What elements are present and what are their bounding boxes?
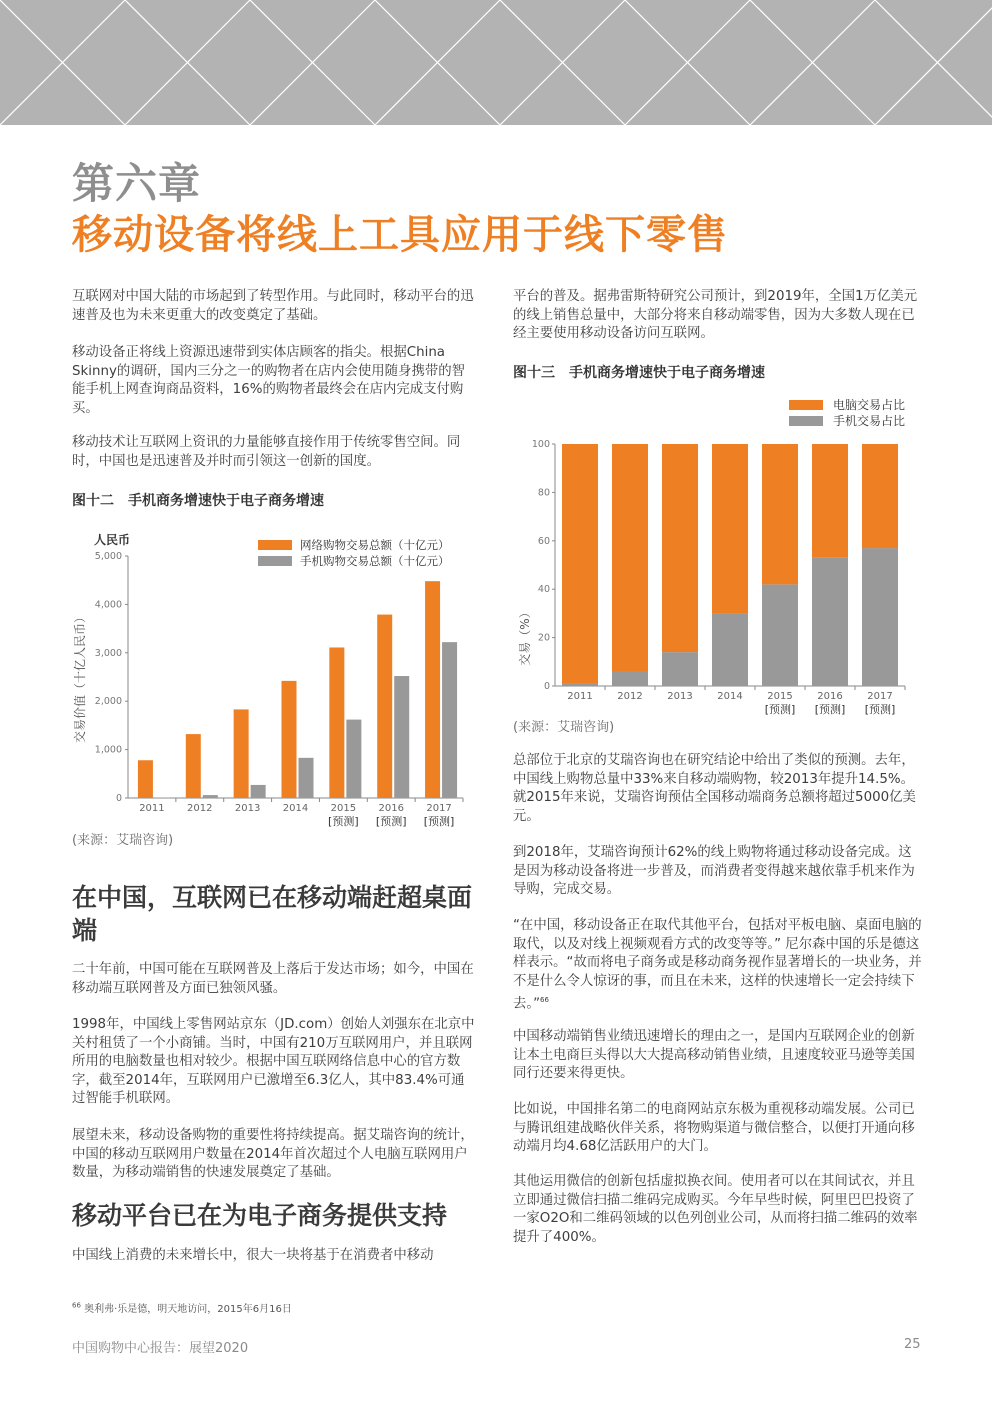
x-tick-label: 2015 — [767, 691, 793, 702]
bar-mobile-2012 — [203, 795, 218, 798]
bar-mobile-2016 — [394, 676, 409, 798]
y-tick-label: 0 — [115, 793, 122, 804]
paragraph: 移动设备正将线上资源迅速带到实体店顾客的指尖。根据China Skinny的调研，国内三分之一的购物者在店内会使用随身携带的智能手机上网查询商品资料，16%的购物者最终会在店内完成支付购买。 — [72, 345, 466, 416]
section-heading: 移动平台已在为电子商务提供支持 — [72, 1201, 448, 1230]
paragraph: 中国移动端销售业绩迅速增长的理由之一，是国内互联网企业的创新让本土电商巨头得以大大提高移动销售业绩，且速度较亚马逊等美国同行还要来得更快。 — [513, 1029, 915, 1081]
legend-label: 手机交易占比 — [833, 414, 906, 428]
paragraph — [513, 917, 923, 1014]
x-tick-label: 2014 — [717, 691, 743, 702]
bar-online-2017 — [425, 581, 440, 798]
y-tick-label: 4,000 — [94, 599, 122, 611]
x-tick-label: 2012 — [617, 691, 643, 702]
footnote-ref: 66 — [540, 996, 549, 1004]
y-tick-label: 20 — [537, 632, 550, 644]
legend-swatch — [789, 400, 823, 410]
x-tick-label: 2016 — [817, 691, 843, 702]
bar-mobile-2015 — [762, 584, 798, 686]
footer-report-title: 中国购物中心报告：展望2020 — [72, 1341, 249, 1356]
forecast-label: [预测] — [764, 703, 796, 716]
x-tick-label: 2011 — [567, 691, 593, 702]
bar-pc-2013 — [662, 444, 698, 652]
x-tick-label: 2013 — [234, 803, 261, 814]
x-tick-label: 2011 — [139, 803, 165, 814]
paragraph: 1998年，中国线上零售网站京东（JD.com）创始人刘强东在北京中关村租赁了一个小商铺。当时，中国有210万互联网用户，并且联网所用的电脑数量也相对较少。根据中国互联网络信息中心的官方数字，截至2014年，互联网用户已激增至6.3亿人，其中83.4%可通过智能手机联网。 — [72, 1017, 475, 1106]
paragraph: 比如说，中国排名第二的电商网站京东极为重视移动端发展。公司已与腾讯组建战略伙伴关系，将物购渠道与微信整合，以便打开通向移动端月均4.68亿活跃用户的大门。 — [513, 1102, 915, 1154]
figure-13-source: (来源：艾瑞咨询) — [513, 720, 615, 735]
diamond-pattern — [0, 0, 992, 125]
y-axis-title: 交易价值（十亿人民币） — [73, 610, 87, 744]
y-tick-label: 1,000 — [94, 744, 122, 756]
y-tick-label: 0 — [543, 681, 550, 692]
forecast-label: [预测] — [814, 703, 846, 716]
forecast-label: [预测] — [423, 815, 455, 828]
figure-13-title: 图十三 手机商务增速快于电子商务增速 — [513, 365, 765, 381]
x-tick-label: 2017 — [867, 691, 893, 702]
figure-12-source: (来源：艾瑞咨询) — [72, 833, 174, 848]
bar-online-2015 — [329, 647, 344, 798]
y-tick-label: 5,000 — [94, 551, 122, 562]
bar-mobile-2017 — [442, 642, 457, 798]
bar-mobile-2013 — [662, 652, 698, 686]
bar-pc-2015 — [762, 444, 798, 584]
legend-swatch — [258, 540, 292, 550]
legend-swatch — [789, 416, 823, 426]
bar-pc-2017 — [862, 444, 898, 548]
figure-13-chart — [513, 392, 923, 718]
paragraph: 中国线上消费的未来增长中，很大一块将基于在消费者中移动 — [72, 1248, 434, 1263]
y-tick-label: 40 — [537, 584, 550, 596]
paragraph: 总部位于北京的艾瑞咨询也在研究结论中给出了类似的预测。去年，中国线上购物总量中33%来自移动端购物，较2013年提升14.5%。就2015年来说，艾瑞咨询预估全国移动端商务总额将超过5000亿美元。 — [513, 753, 916, 824]
bar-mobile-2017 — [862, 548, 898, 686]
bar-mobile-2014 — [712, 613, 748, 686]
x-tick-label: 2013 — [667, 691, 693, 702]
figure-12-title: 图十二 手机商务增速快于电子商务增速 — [72, 493, 324, 509]
x-tick-label: 2017 — [426, 803, 452, 814]
y-tick-label: 100 — [531, 439, 550, 450]
bar-mobile-2016 — [812, 558, 848, 686]
footnote-number: 66 — [72, 1301, 81, 1310]
bar-online-2016 — [377, 615, 392, 798]
bar-mobile-2015 — [346, 720, 361, 798]
legend-label: 手机购物交易总额（十亿元） — [300, 554, 450, 568]
footnote-text: 奥利弗·乐是德，明天地访问，2015年6月16日 — [84, 1304, 292, 1315]
quote-text: “在中国，移动设备正在取代其他平台，包括对平板电脑、桌面电脑的取代，以及对线上视频观看方式的改变等等。” 尼尔森中国的乐是德这样表示。“故而将电子商务或是移动商务视作显著增长的一块业务，并不是什么令人惊讶的事，而且在未来，这样的快速增长一定会持续下去。” — [513, 918, 922, 1012]
bar-pc-2012 — [612, 444, 648, 671]
header-banner — [0, 0, 992, 125]
y-tick-label: 3,000 — [94, 647, 122, 659]
bar-mobile-2011 — [562, 684, 598, 686]
legend-label: 电脑交易占比 — [833, 398, 906, 412]
footnote — [72, 1300, 292, 1315]
bar-online-2012 — [186, 734, 201, 798]
paragraph: 其他运用微信的创新包括虚拟换衣间。使用者可以在其间试衣，并且立即通过微信扫描二维码完成购买。今年早些时候，阿里巴巴投资了一家O2O和二维码领域的以色列创业公司，从而将扫描二维码的效率提升了400%。 — [513, 1174, 918, 1245]
forecast-label: [预测] — [375, 815, 407, 828]
y-tick-label: 80 — [537, 487, 550, 499]
paragraph: 到2018年，艾瑞咨询预计62%的线上购物将通过移动设备完成。这是因为移动设备将进一步普及，而消费者变得越来越依靠手机来作为导购，完成交易。 — [513, 845, 915, 897]
bar-online-2013 — [234, 709, 249, 798]
x-tick-label: 2015 — [330, 803, 357, 814]
section-heading: 在中国，互联网已在移动端赶超桌面端 — [72, 883, 473, 945]
paragraph: 展望未来，移动设备购物的重要性将持续提高。据艾瑞咨询的统计，中国的移动互联网用户数量在2014年首次超过个人电脑互联网用户数量，为移动端销售的快速发展奠定了基础。 — [72, 1128, 474, 1180]
paragraph: 移动技术让互联网上资讯的力量能够直接作用于传统零售空间。同时，中国也是迅速普及并时而引领这一创新的国度。 — [72, 435, 461, 469]
x-tick-label: 2014 — [282, 803, 309, 814]
paragraph: 互联网对中国大陆的市场起到了转型作用。与此同时，移动平台的迅速普及也为未来更重大的改变奠定了基础。 — [72, 289, 474, 323]
y-axis-title: 交易（%） — [518, 606, 532, 666]
forecast-label: [预测] — [864, 703, 896, 716]
bar-pc-2016 — [812, 444, 848, 558]
figure-12-chart — [68, 528, 478, 828]
page-title: 移动设备将线上工具应用于线下零售 — [72, 212, 728, 258]
paragraph: 二十年前，中国可能在互联网普及上落后于发达市场；如今，中国在移动端互联网普及方面已独领风骚。 — [72, 962, 474, 996]
page-number: 25 — [904, 1337, 921, 1352]
forecast-label: [预测] — [328, 815, 359, 828]
bar-mobile-2012 — [612, 671, 648, 686]
unit-label: 人民币 — [94, 533, 131, 547]
paragraph: 平台的普及。据弗雷斯特研究公司预计，到2019年，全国1万亿美元的线上销售总量中，大部分将来自移动端零售，因为大多数人现在已经主要使用移动设备访问互联网。 — [513, 289, 918, 341]
legend-swatch — [258, 556, 292, 566]
bar-pc-2011 — [562, 444, 598, 684]
bar-online-2014 — [282, 681, 297, 798]
bar-mobile-2014 — [299, 758, 314, 798]
y-tick-label: 2,000 — [94, 696, 122, 708]
bar-mobile-2013 — [251, 785, 266, 798]
y-tick-label: 60 — [537, 535, 550, 547]
bar-pc-2014 — [712, 444, 748, 613]
bar-online-2011 — [138, 760, 153, 798]
legend-label: 网络购物交易总额（十亿元） — [300, 538, 450, 552]
x-tick-label: 2016 — [378, 803, 404, 814]
x-tick-label: 2012 — [187, 803, 213, 814]
chapter-label: 第六章 — [72, 159, 202, 208]
